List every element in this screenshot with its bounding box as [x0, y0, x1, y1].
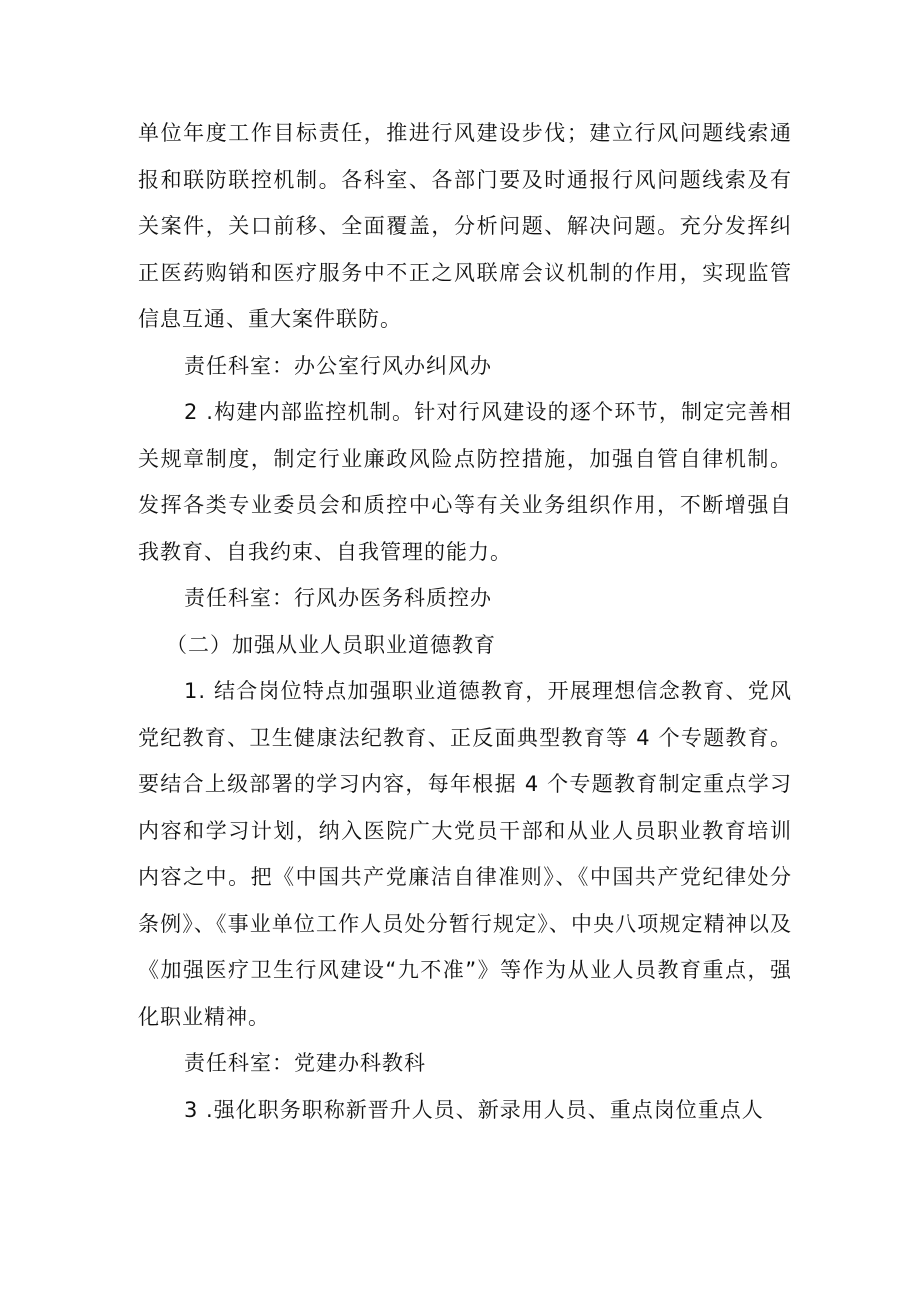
- body-paragraph: 1. 结合岗位特点加强职业道德教育，开展理想信念教育、党风党纪教育、卫生健康法纪教育、正反面典型教育等 4 个专题教育。要结合上级部署的学习内容，每年根据 4 个专题教育制定重点学习内容和学习计划，纳入医院广大党员干部和从业人员职业教育培训内容之中。把《中国共产党廉洁自律准则》、《中国共产党纪律处分条例》、《事业单位工作人员处分暂行规定》、中央八项规定精神以及《加强医疗卫生行风建设“九不准”》等作为从业人员教育重点，强化职业精神。: [138, 679, 792, 1029]
- section-heading: （二）加强从业人员职业道德教育: [166, 632, 496, 657]
- body-paragraph: 单位年度工作目标责任，推进行风建设步伐；建立行风问题线索通报和联防联控机制。各科室、各部门要及时通报行风问题线索及有关案件，关口前移、全面覆盖，分析问题、解决问题。充分发挥纠正医药购销和医疗服务中不正之风联席会议机制的作用，实现监管信息互通、重大案件联防。: [138, 121, 792, 331]
- responsibility-line: 责任科室：行风办医务科质控办: [184, 586, 492, 610]
- body-paragraph: 3 .强化职务职称新晋升人员、新录用人员、重点岗位重点人: [184, 1097, 764, 1122]
- responsibility-line: 责任科室：办公室行风办纠风办: [184, 353, 492, 378]
- body-paragraph: 2 .构建内部监控机制。针对行风建设的逐个环节，制定完善相关规章制度，制定行业廉政风险点防控措施，加强自管自律机制。发挥各类专业委员会和质控中心等有关业务组织作用，不断增强自我教育、自我约束、自我管理的能力。: [138, 400, 792, 564]
- responsibility-line: 责任科室：党建办科教科: [184, 1051, 426, 1075]
- document-body: [138, 110, 792, 1133]
